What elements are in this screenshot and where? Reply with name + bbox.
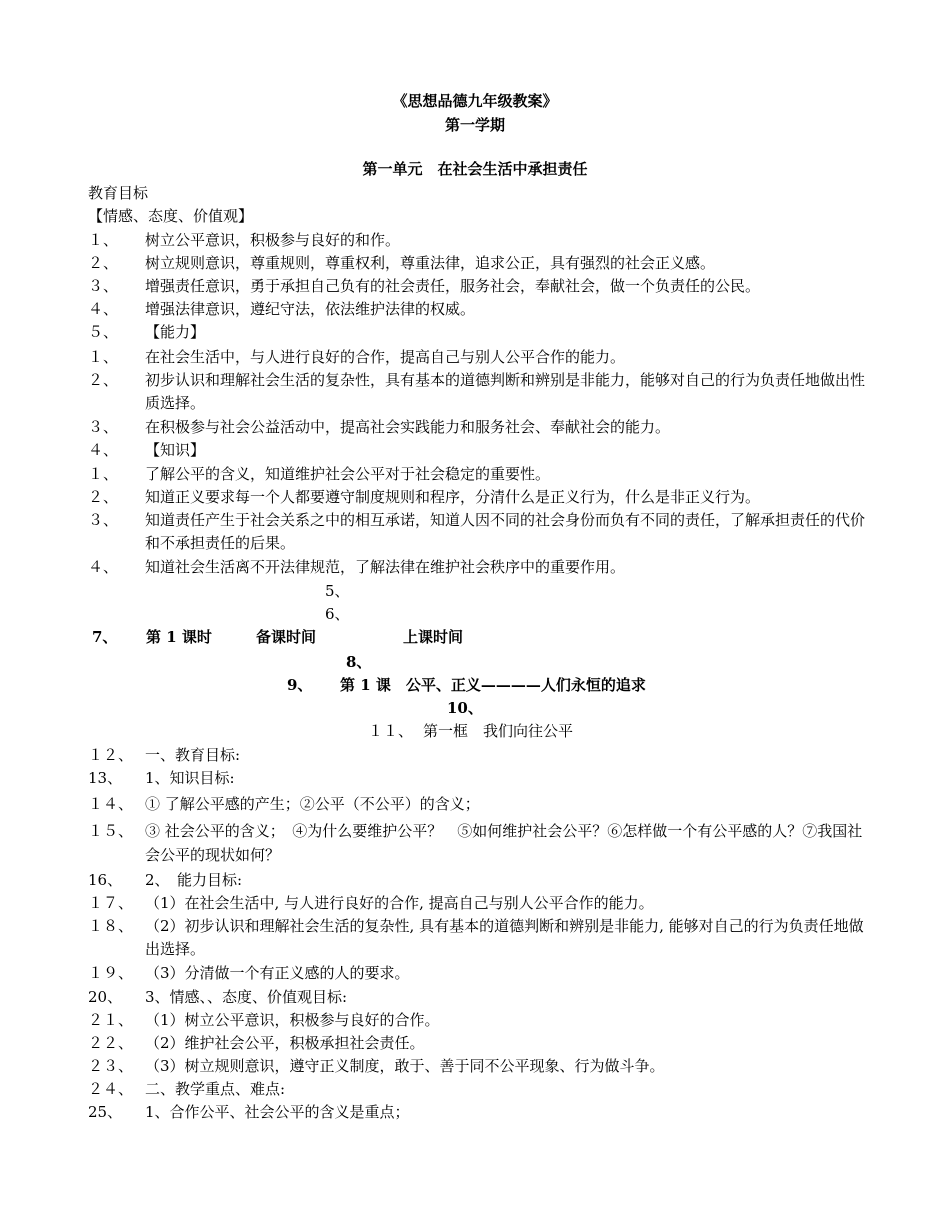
item-text: 树立规则意识，尊重规则，尊重权利，尊重法律，追求公正，具有强烈的社会正义感。 xyxy=(145,254,716,272)
item-number: ３、 xyxy=(88,418,119,436)
item-number: ２２、 xyxy=(88,1034,134,1052)
item-number: ３、 xyxy=(88,511,119,529)
item-number: ４、 xyxy=(88,441,119,459)
goals-heading: 教育目标 xyxy=(88,184,149,202)
item-number: １９、 xyxy=(88,964,134,982)
empty-item-number-6: 6、 xyxy=(325,605,350,623)
item-text: ① 了解公平感的产生；②公平（不公平）的含义； xyxy=(145,795,480,813)
item-text: 知道责任产生于社会关系之中的相互承诺，知道人因不同的社会身份而负有不同的责任，了解承担责任的代价和不承担责任的后果。 xyxy=(145,511,866,552)
term-heading: 第一学期 xyxy=(444,116,505,134)
item-number: １、 xyxy=(88,348,119,366)
item-number: ４、 xyxy=(88,300,119,318)
item-number: 9、 xyxy=(287,676,313,694)
item-text: 2、 能力目标: xyxy=(145,871,243,889)
item-number: １８、 xyxy=(88,917,134,935)
item-text: ③ 社会公平的含义； ④为什么要维护公平？ ⑤如何维护社会公平？⑥怎样做一个有公平感的人？⑦我国社会公平的现状如何？ xyxy=(145,822,863,864)
lesson-period: 第 1 课时 xyxy=(146,628,212,646)
item-text: 1、知识目标: xyxy=(145,769,235,787)
item-number: 25、 xyxy=(88,1103,123,1121)
item-number: 20、 xyxy=(88,988,123,1006)
lesson-title: 第 1 课 公平、正义————人们永恒的追求 xyxy=(340,676,646,694)
item-text: 初步认识和理解社会生活的复杂性，具有基本的道德判断和辨别是非能力，能够对自己的行为负责任地做出性质选择。 xyxy=(145,371,866,412)
item-text: 在社会生活中，与人进行良好的合作，提高自己与别人公平合作的能力。 xyxy=(145,348,626,366)
item-number: １１、 xyxy=(368,722,414,740)
item-number: ２、 xyxy=(88,488,119,506)
item-number: ２３、 xyxy=(88,1057,134,1075)
item-text: 了解公平的含义，知道维护社会公平对于社会稳定的重要性。 xyxy=(145,465,551,483)
ability-section-heading: 【能力】 xyxy=(145,323,206,341)
empty-item-number-8: 8、 xyxy=(346,653,372,671)
list-item xyxy=(0,822,950,866)
item-text: （2）维护社会公平，积极承担社会责任。 xyxy=(145,1034,425,1052)
item-text: 在积极参与社会公益活动中，提高社会实践能力和服务社会、奉献社会的能力。 xyxy=(145,418,671,436)
item-number: １５、 xyxy=(88,822,134,840)
values-section-heading: 【情感、态度、价值观】 xyxy=(88,207,254,225)
item-number: ３、 xyxy=(88,277,119,295)
item-number: ２１、 xyxy=(88,1011,134,1029)
item-text: 增强责任意识，勇于承担自己负有的社会责任，服务社会，奉献社会，做一个负责任的公民。 xyxy=(145,277,761,295)
prep-time-label: 备课时间 xyxy=(256,628,317,646)
document-title: 《思想品德九年级教案》 xyxy=(392,92,558,110)
item-number: １７、 xyxy=(88,894,134,912)
item-number: １、 xyxy=(88,231,119,249)
empty-item-number-5: 5、 xyxy=(325,582,350,600)
item-number: ２４、 xyxy=(88,1080,134,1098)
item-text: 树立公平意识，积极参与良好的和作。 xyxy=(145,231,401,249)
list-item xyxy=(0,371,950,413)
item-number: １４、 xyxy=(88,795,134,813)
unit-heading: 第一单元 在社会生活中承担责任 xyxy=(362,160,588,178)
item-number: １、 xyxy=(88,465,119,483)
item-text: （3）树立规则意识，遵守正义制度，敢于、善于同不公平现象、行为做斗争。 xyxy=(145,1057,665,1075)
item-number: 16、 xyxy=(88,871,123,889)
item-number: 7、 xyxy=(92,628,118,646)
item-text: 1、合作公平、社会公平的含义是重点； xyxy=(145,1103,410,1121)
frame-title: 第一框 我们向往公平 xyxy=(423,722,574,740)
item-text: 一、教育目标: xyxy=(145,746,241,764)
item-text: 知道社会生活离不开法律规范，了解法律在维护社会秩序中的重要作用。 xyxy=(145,558,626,576)
item-text: （1）在社会生活中, 与人进行良好的合作, 提高自己与别人公平合作的能力。 xyxy=(145,894,654,912)
item-text: 二、教学重点、难点: xyxy=(145,1080,286,1098)
item-number: ５、 xyxy=(88,323,119,341)
item-number: 13、 xyxy=(88,769,123,787)
item-text: 3、情感、、态度、价值观目标: xyxy=(145,988,348,1006)
item-text: 增强法律意识，遵纪守法，依法维护法律的权威。 xyxy=(145,300,476,318)
item-text: （2）初步认识和理解社会生活的复杂性, 具有基本的道德判断和辨别是非能力, 能够对自己的行为负责任地做出选择。 xyxy=(145,917,864,958)
class-time-label: 上课时间 xyxy=(403,628,464,646)
item-text: （3）分清做一个有正义感的人的要求。 xyxy=(145,964,410,982)
item-text: 知道正义要求每一个人都要遵守制度规则和程序，分清什么是正义行为，什么是非正义行为。 xyxy=(145,488,761,506)
knowledge-section-heading: 【知识】 xyxy=(145,441,206,459)
item-text: （1）树立公平意识，积极参与良好的合作。 xyxy=(145,1011,440,1029)
list-item xyxy=(0,917,950,959)
item-number: ２、 xyxy=(88,371,119,389)
item-number: ４、 xyxy=(88,558,119,576)
list-item xyxy=(0,511,950,553)
item-number: １２、 xyxy=(88,746,134,764)
empty-item-number-10: 10、 xyxy=(447,699,483,717)
item-number: ２、 xyxy=(88,254,119,272)
